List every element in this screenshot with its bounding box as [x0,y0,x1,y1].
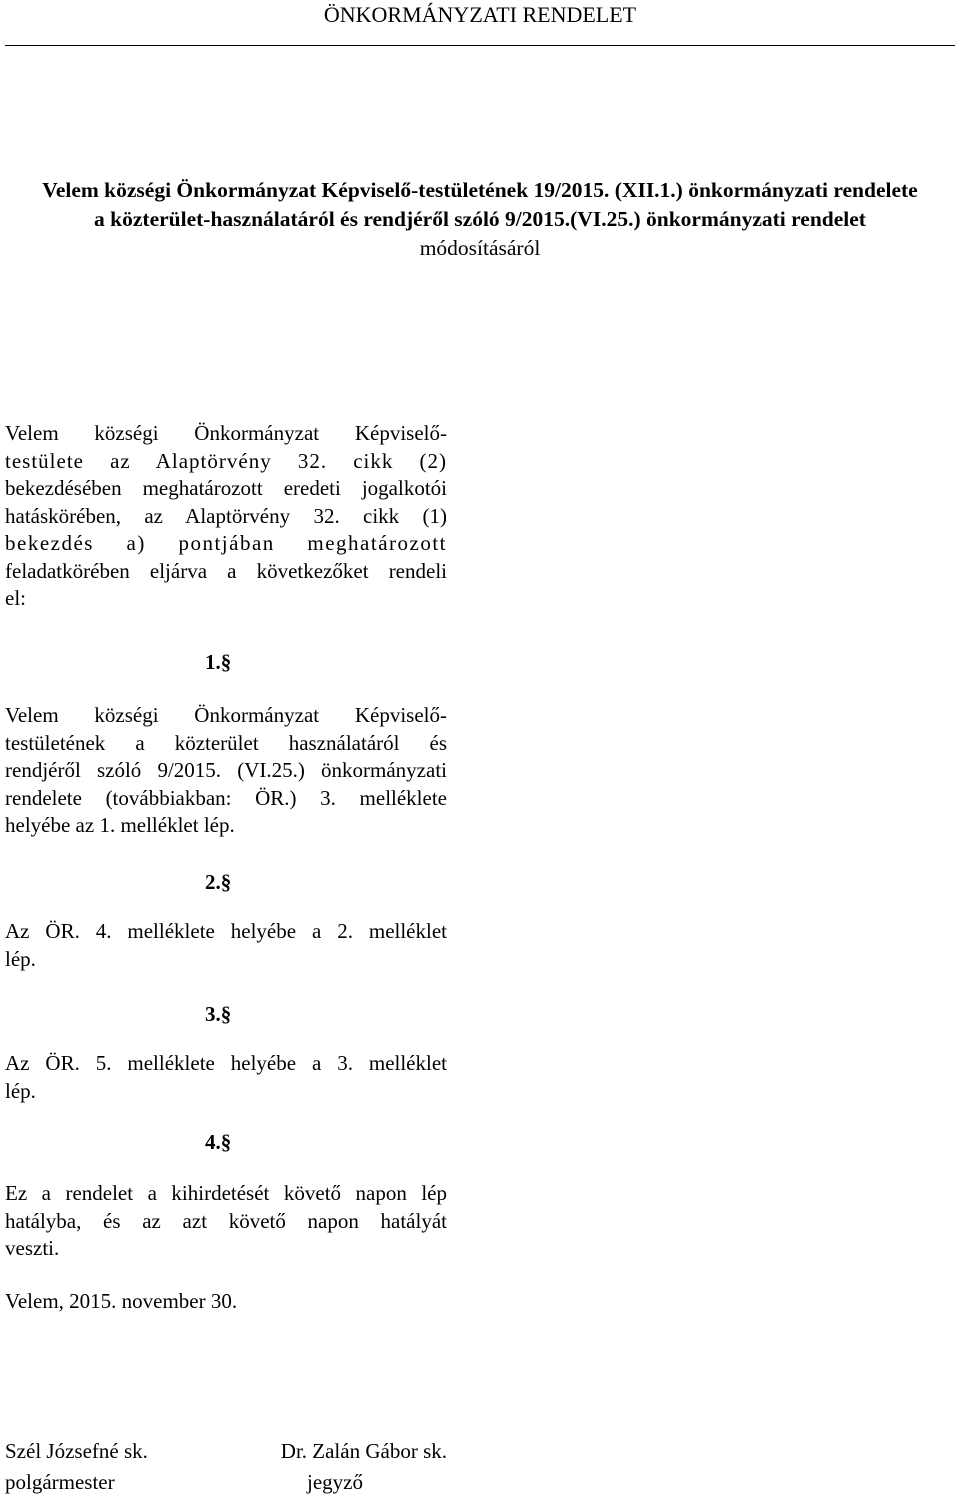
notary-title: jegyző [307,1470,363,1494]
section-heading-3 [205,1002,245,1027]
section-symbol: § [220,1130,232,1154]
section-heading-4 [205,1130,245,1155]
regulation-title-line-1: Velem községi Önkormányzat Képviselő-testületének 19/2015. (XII.1.) önkormányzati rendelete [42,178,918,202]
section-line: rendelete (továbbiakban: ÖR.) 3. melléklete [5,785,447,810]
section-heading-2 [205,870,245,895]
notary-name: Dr. Zalán Gábor sk. [280,1439,447,1463]
section-number: 4. [205,1130,221,1154]
regulation-title [0,176,960,263]
section-line: hatályba, és az azt követő napon hatályát [5,1208,447,1233]
mayor-title: polgármester [5,1470,115,1494]
section-number: 1. [205,650,221,674]
place-date: Velem, 2015. november 30. [5,1289,238,1313]
preamble-line: bekezdés a) pontjában meghatározott [5,531,447,555]
regulation-title-line-3: módosításáról [419,236,541,260]
section-body-1 [5,702,447,840]
section-line: lép. [5,946,36,971]
section-line: Az ÖR. 5. melléklete helyébe a 3. melléklet [5,1051,447,1075]
section-line: Velem községi Önkormányzat Képviselő- [5,703,447,727]
section-number: 2. [205,870,221,894]
preamble [5,420,447,613]
preamble-line: el: [5,586,26,610]
preamble-line: hatáskörében, az Alaptörvény 32. cikk (1) [5,503,447,528]
section-symbol: § [220,870,232,894]
section-line: veszti. [5,1236,60,1260]
section-line: Az ÖR. 4. melléklete helyébe a 2. melléklet [5,919,447,943]
section-heading-1 [205,650,245,675]
preamble-line: Velem községi Önkormányzat Képviselő- [5,421,447,445]
preamble-line: testülete az Alaptörvény 32. cikk (2) [5,448,447,473]
regulation-title-line-2: a közterület-használatáról és rendjéről szóló 9/2015.(VI.25.) önkormányzati rendelet [94,207,866,231]
signature-block [5,1436,447,1498]
section-line: rendjéről szóló 9/2015. (VI.25.) önkormányzati [5,758,447,782]
section-body-3 [5,1050,447,1105]
mayor-name: Szél Józsefné sk. [5,1439,148,1463]
section-symbol: § [220,1002,232,1026]
section-body-4 [5,1180,447,1263]
section-number: 3. [205,1002,221,1026]
section-line: Ez a rendelet a kihirdetését követő napon lép [5,1181,447,1205]
section-line: lép. [5,1078,36,1103]
section-line: helyébe az 1. melléklet lép. [5,813,235,837]
section-line: testületének a közterület használatáról és [5,730,447,755]
preamble-line: feladatkörében eljárva a következőket rendeli [5,558,447,583]
section-body-2 [5,918,447,973]
header-divider [5,45,955,46]
preamble-line: bekezdésében meghatározott eredeti jogalkotói [5,476,447,500]
document-header-title: ÖNKORMÁNYZATI RENDELET [323,2,637,27]
section-symbol: § [220,650,232,674]
